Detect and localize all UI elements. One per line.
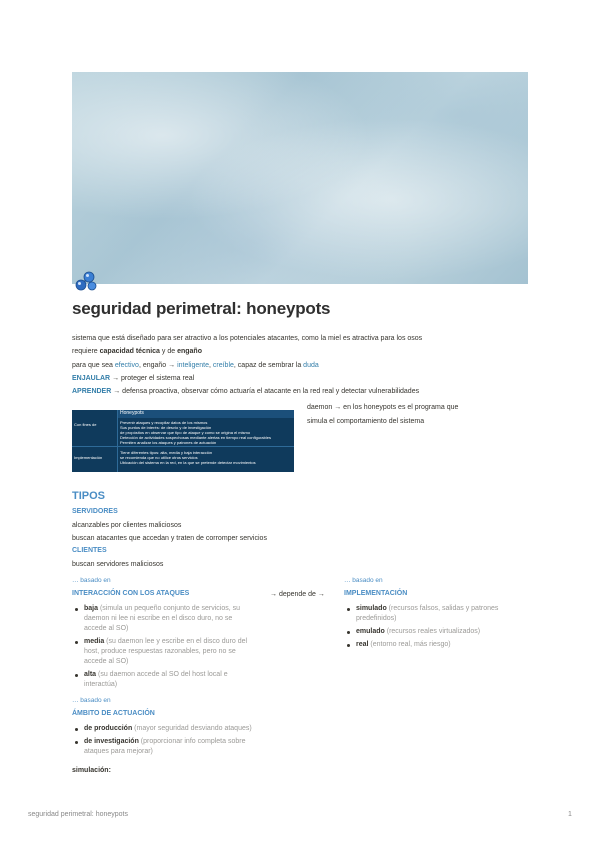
list-item: alta (su daemon accede al SO del host local e interactúa) xyxy=(72,670,254,690)
list-item: simulado (recursos falsos, salidas y patrones predefinidos) xyxy=(344,604,506,624)
page-title: seguridad perimetral: honeypots xyxy=(72,299,331,318)
list-item: de producción (mayor seguridad desviando ataques) xyxy=(72,724,254,734)
table-row-content: Tiene diferentes tipos: alta, media y baja interacción se recomienda que no utilice otros servicios Ubicación del sistema en la red, en la que se pretende detectar movimientos xyxy=(120,450,256,465)
intro-line-1: sistema que está diseñado para ser atractivo a los potenciales atacantes, como la miel es atractiva para los osos xyxy=(72,335,423,342)
footer-title: seguridad perimetral: honeypots xyxy=(28,811,129,818)
servidores-line: alcanzables por clientes maliciosos xyxy=(72,522,182,529)
list-item: real (entorno real, más riesgo) xyxy=(344,640,506,650)
list-item: emulado (recursos reales virtualizados) xyxy=(344,627,506,637)
table-row-label: Con fines de xyxy=(74,422,97,427)
clientes-heading: CLIENTES xyxy=(72,547,107,554)
interaccion-list xyxy=(72,604,254,690)
honeypots-table-image xyxy=(72,410,294,472)
daemon-line-1: daemon → en los honeypots es el programa que xyxy=(307,404,459,411)
implementacion-list xyxy=(344,604,506,650)
tipos-heading: TIPOS xyxy=(72,490,106,502)
interaccion-heading: INTERACCIÓN CON LOS ATAQUES xyxy=(72,590,190,597)
ambito-list xyxy=(72,724,254,757)
ambito-heading: ÁMBITO DE ACTUACIÓN xyxy=(72,710,155,717)
clientes-line: buscan servidores maliciosos xyxy=(72,561,164,568)
list-item: baja (simula un pequeño conjunto de servicios, su daemon ni lee ni escribe en el disco duro, no se accede al SO) xyxy=(72,604,254,634)
implementacion-heading: IMPLEMENTACIÓN xyxy=(344,590,408,597)
honeypot-atoms-icon xyxy=(74,270,98,292)
enjaular-line: ENJAULAR → proteger el sistema real xyxy=(72,375,195,382)
basado-en-label: … basado en xyxy=(344,577,383,584)
basado-en-label: … basado en xyxy=(72,697,111,704)
depende-de-label: → depende de → xyxy=(270,591,325,598)
intro-line-2: requiere capacidad técnica y de engaño xyxy=(72,348,202,355)
servidores-line: buscan atacantes que accedan y traten de corromper servicios xyxy=(72,535,267,542)
table-row-content: Prevenir ataques y recopilar datos de los mismos Sus puntos de interés: de desvío y de investigación de propósitos en observar que tipo de ataque y como se origina el mismo Detección de actividades sospechosas mediante alertas en tiempo real configurables Permiten analizar los ataques y patrones de actuación xyxy=(120,420,271,445)
servidores-heading: SERVIDORES xyxy=(72,508,118,515)
list-item: media (su daemon lee y escribe en el disco duro del host, produce respuestas razonables, pero no se accede al SO) xyxy=(72,637,254,667)
table-row-label: Implementación xyxy=(74,455,103,460)
simulacion-label: simulación: xyxy=(72,767,111,774)
list-item: de investigación (proporcionar info completa sobre ataques para mejorar) xyxy=(72,737,254,757)
basado-en-label: … basado en xyxy=(72,577,111,584)
table-header: Honeypots xyxy=(120,410,144,416)
page-number: 1 xyxy=(568,811,572,818)
daemon-line-2: simula el comportamiento del sistema xyxy=(307,418,425,425)
cover-image xyxy=(72,72,528,284)
intro-line-3: para que sea efectivo, engaño → inteligente, creíble, capaz de sembrar la duda xyxy=(72,362,319,369)
aprender-line: APRENDER → defensa proactiva, observar cómo actuaría el atacante en la red real y detectar vulnerabilidades xyxy=(72,388,420,395)
